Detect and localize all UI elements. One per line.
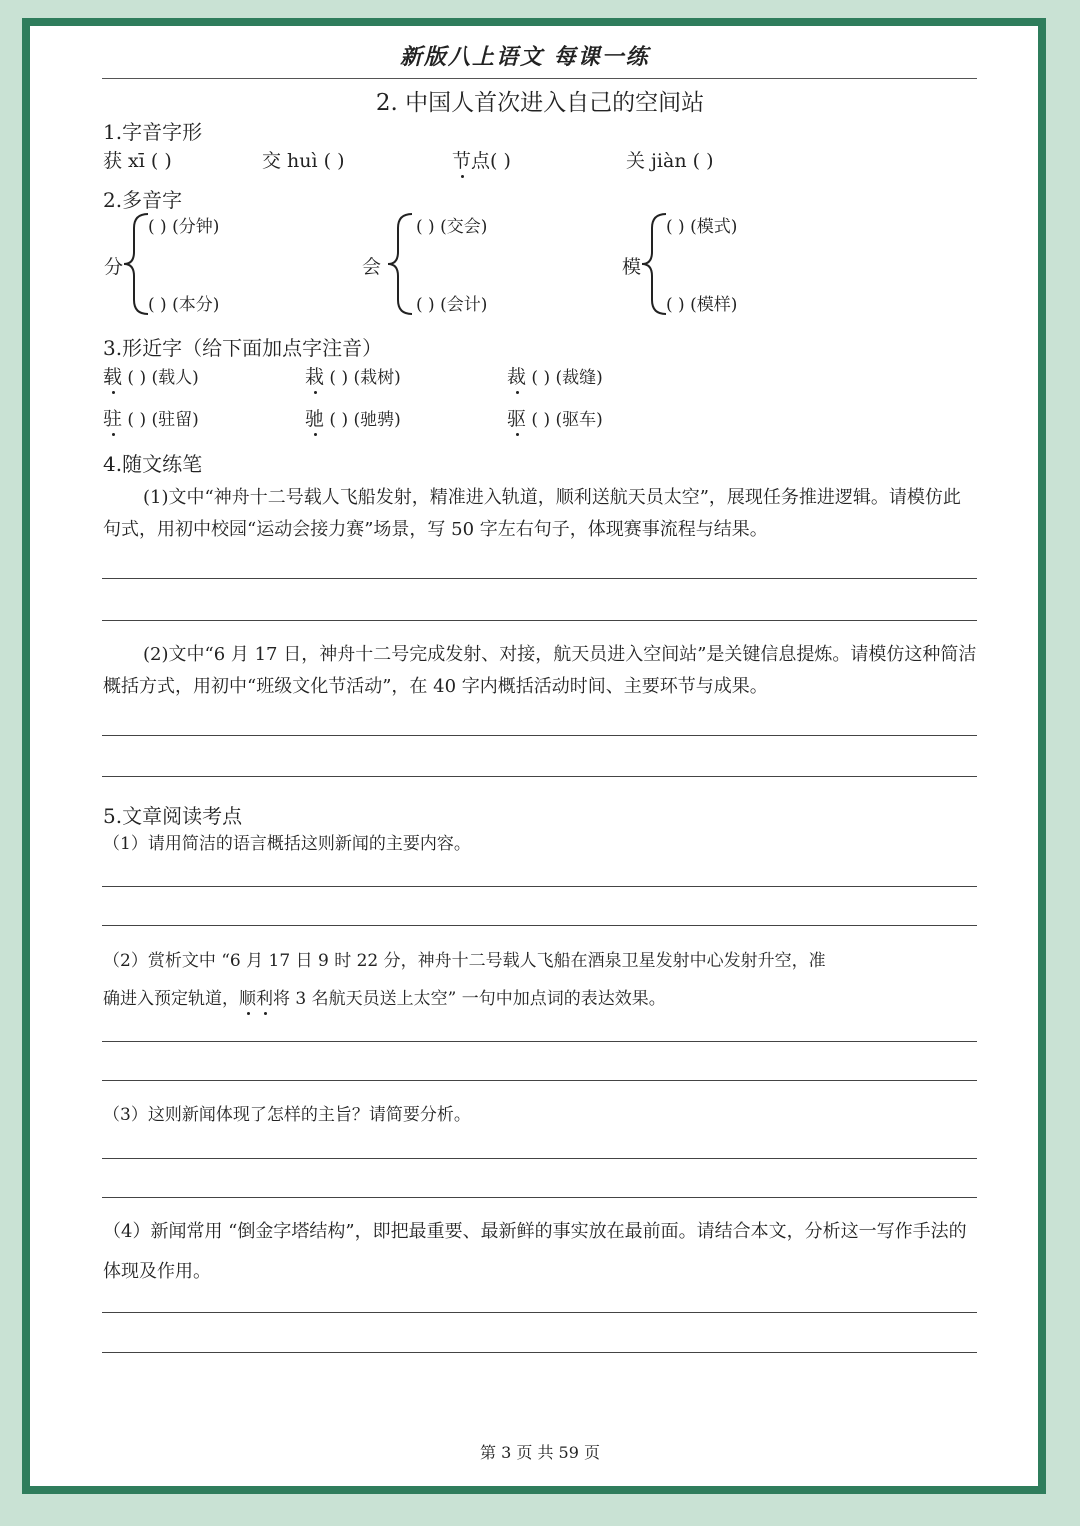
poly-char-1: 分 — [104, 256, 124, 278]
s1-item-2: 交 huì ( ) — [262, 150, 345, 172]
similar-char-5-blank: ( ) (驰骋) — [324, 410, 401, 430]
similar-char-2 — [305, 362, 401, 389]
header-rule — [102, 78, 977, 79]
poly-3-bottom: ( ) (模样) — [666, 295, 738, 315]
poly-1-bottom: ( ) (本分) — [148, 295, 220, 315]
s5-question-3: （3）这则新闻体现了怎样的主旨？请简要分析。 — [103, 1105, 471, 1125]
s1-item-1: 获 xī ( ) — [103, 150, 172, 172]
dotted-char: 驱 — [507, 408, 527, 430]
answer-line — [102, 1352, 977, 1353]
poly-char-3: 模 — [622, 256, 642, 278]
section-4-heading: 4.随文练笔 — [103, 452, 203, 476]
similar-char-1-blank: ( ) (载人) — [122, 368, 199, 388]
dotted-char: 裁 — [507, 366, 527, 388]
dotted-char: 驰 — [305, 408, 325, 430]
similar-char-1 — [103, 362, 199, 389]
section-5-heading: 5.文章阅读考点 — [103, 804, 243, 828]
answer-line — [102, 886, 977, 887]
brace-icon — [386, 212, 414, 316]
poly-2-bottom: ( ) (会计) — [416, 295, 488, 315]
s5-question-2a: （2）赏析文中 “6 月 17 日 9 时 22 分，神舟十二号载人飞船在酒泉卫星发射中心发射升空，准 — [103, 951, 826, 971]
answer-line — [102, 925, 977, 926]
similar-char-5 — [305, 404, 401, 431]
section-1-heading: 1.字音字形 — [103, 120, 203, 144]
s1-item-3-blank: ( ) — [490, 150, 511, 172]
page-number: 第 3 页 共 59 页 — [480, 1443, 600, 1462]
similar-char-3 — [507, 362, 603, 389]
answer-line — [102, 1041, 977, 1042]
poly-1-top: ( ) (分钟) — [148, 217, 220, 237]
s5-question-2b — [103, 984, 666, 1009]
answer-line — [102, 1312, 977, 1313]
s1-item-3 — [452, 146, 511, 173]
similar-char-2-blank: ( ) (栽树) — [324, 368, 401, 388]
dotted-char: 节 — [452, 150, 472, 172]
poly-3-top: ( ) (模式) — [666, 217, 738, 237]
answer-line — [102, 776, 977, 777]
dotted-char: 顺 — [239, 989, 256, 1009]
s5-q2b-pre: 确进入预定轨道， — [103, 989, 239, 1009]
banner: 新版八上语文 每课一练 — [400, 44, 650, 70]
brace-icon — [640, 212, 668, 316]
similar-char-6 — [507, 404, 603, 431]
answer-line — [102, 1158, 977, 1159]
s5-question-4: （4）新闻常用 “倒金字塔结构”，即把最重要、最新鲜的事实放在最前面。请结合本文，分析这一写作手法的体现及作用。 — [103, 1221, 967, 1282]
similar-char-4-blank: ( ) (驻留) — [122, 410, 199, 430]
answer-line — [102, 578, 977, 579]
s5-q2b-post: 将 3 名航天员送上太空” 一句中加点词的表达效果。 — [273, 989, 666, 1009]
poly-char-2: 会 — [362, 256, 382, 278]
dotted-char: 栽 — [305, 366, 325, 388]
answer-line — [102, 620, 977, 621]
brace-icon — [122, 212, 150, 316]
section-3-heading: 3.形近字（给下面加点字注音） — [103, 336, 383, 360]
s1-item-4: 关 jiàn ( ) — [626, 150, 714, 172]
dotted-char: 利 — [256, 989, 273, 1009]
page-title: 2. 中国人首次进入自己的空间站 — [375, 90, 705, 116]
s5-question-1: （1）请用简洁的语言概括这则新闻的主要内容。 — [103, 834, 471, 854]
answer-line — [102, 1080, 977, 1081]
answer-line — [102, 1197, 977, 1198]
similar-char-6-blank: ( ) (驱车) — [526, 410, 603, 430]
dotted-char: 驻 — [103, 408, 123, 430]
s4-question-1: (1)文中“神舟十二号载人飞船发射，精准进入轨道，顺利送航天员太空”，展现任务推进逻辑。请模仿此句式，用初中校园“运动会接力赛”场景，写 50 字左右句子，体现赛事流程与结果。 — [103, 487, 961, 540]
dotted-char: 载 — [103, 366, 123, 388]
s4-question-2: (2)文中“6 月 17 日，神舟十二号完成发射、对接，航天员进入空间站”是关键信息提炼。请模仿这种简洁概括方式，用初中“班级文化节活动”，在 40 字内概括活动时间、主要环节与成果。 — [103, 644, 977, 697]
section-2-heading: 2.多音字 — [103, 188, 183, 212]
similar-char-3-blank: ( ) (裁缝) — [526, 368, 603, 388]
poly-2-top: ( ) (交会) — [416, 217, 488, 237]
s1-item-3-char: 点 — [471, 150, 491, 172]
similar-char-4 — [103, 404, 199, 431]
answer-line — [102, 735, 977, 736]
